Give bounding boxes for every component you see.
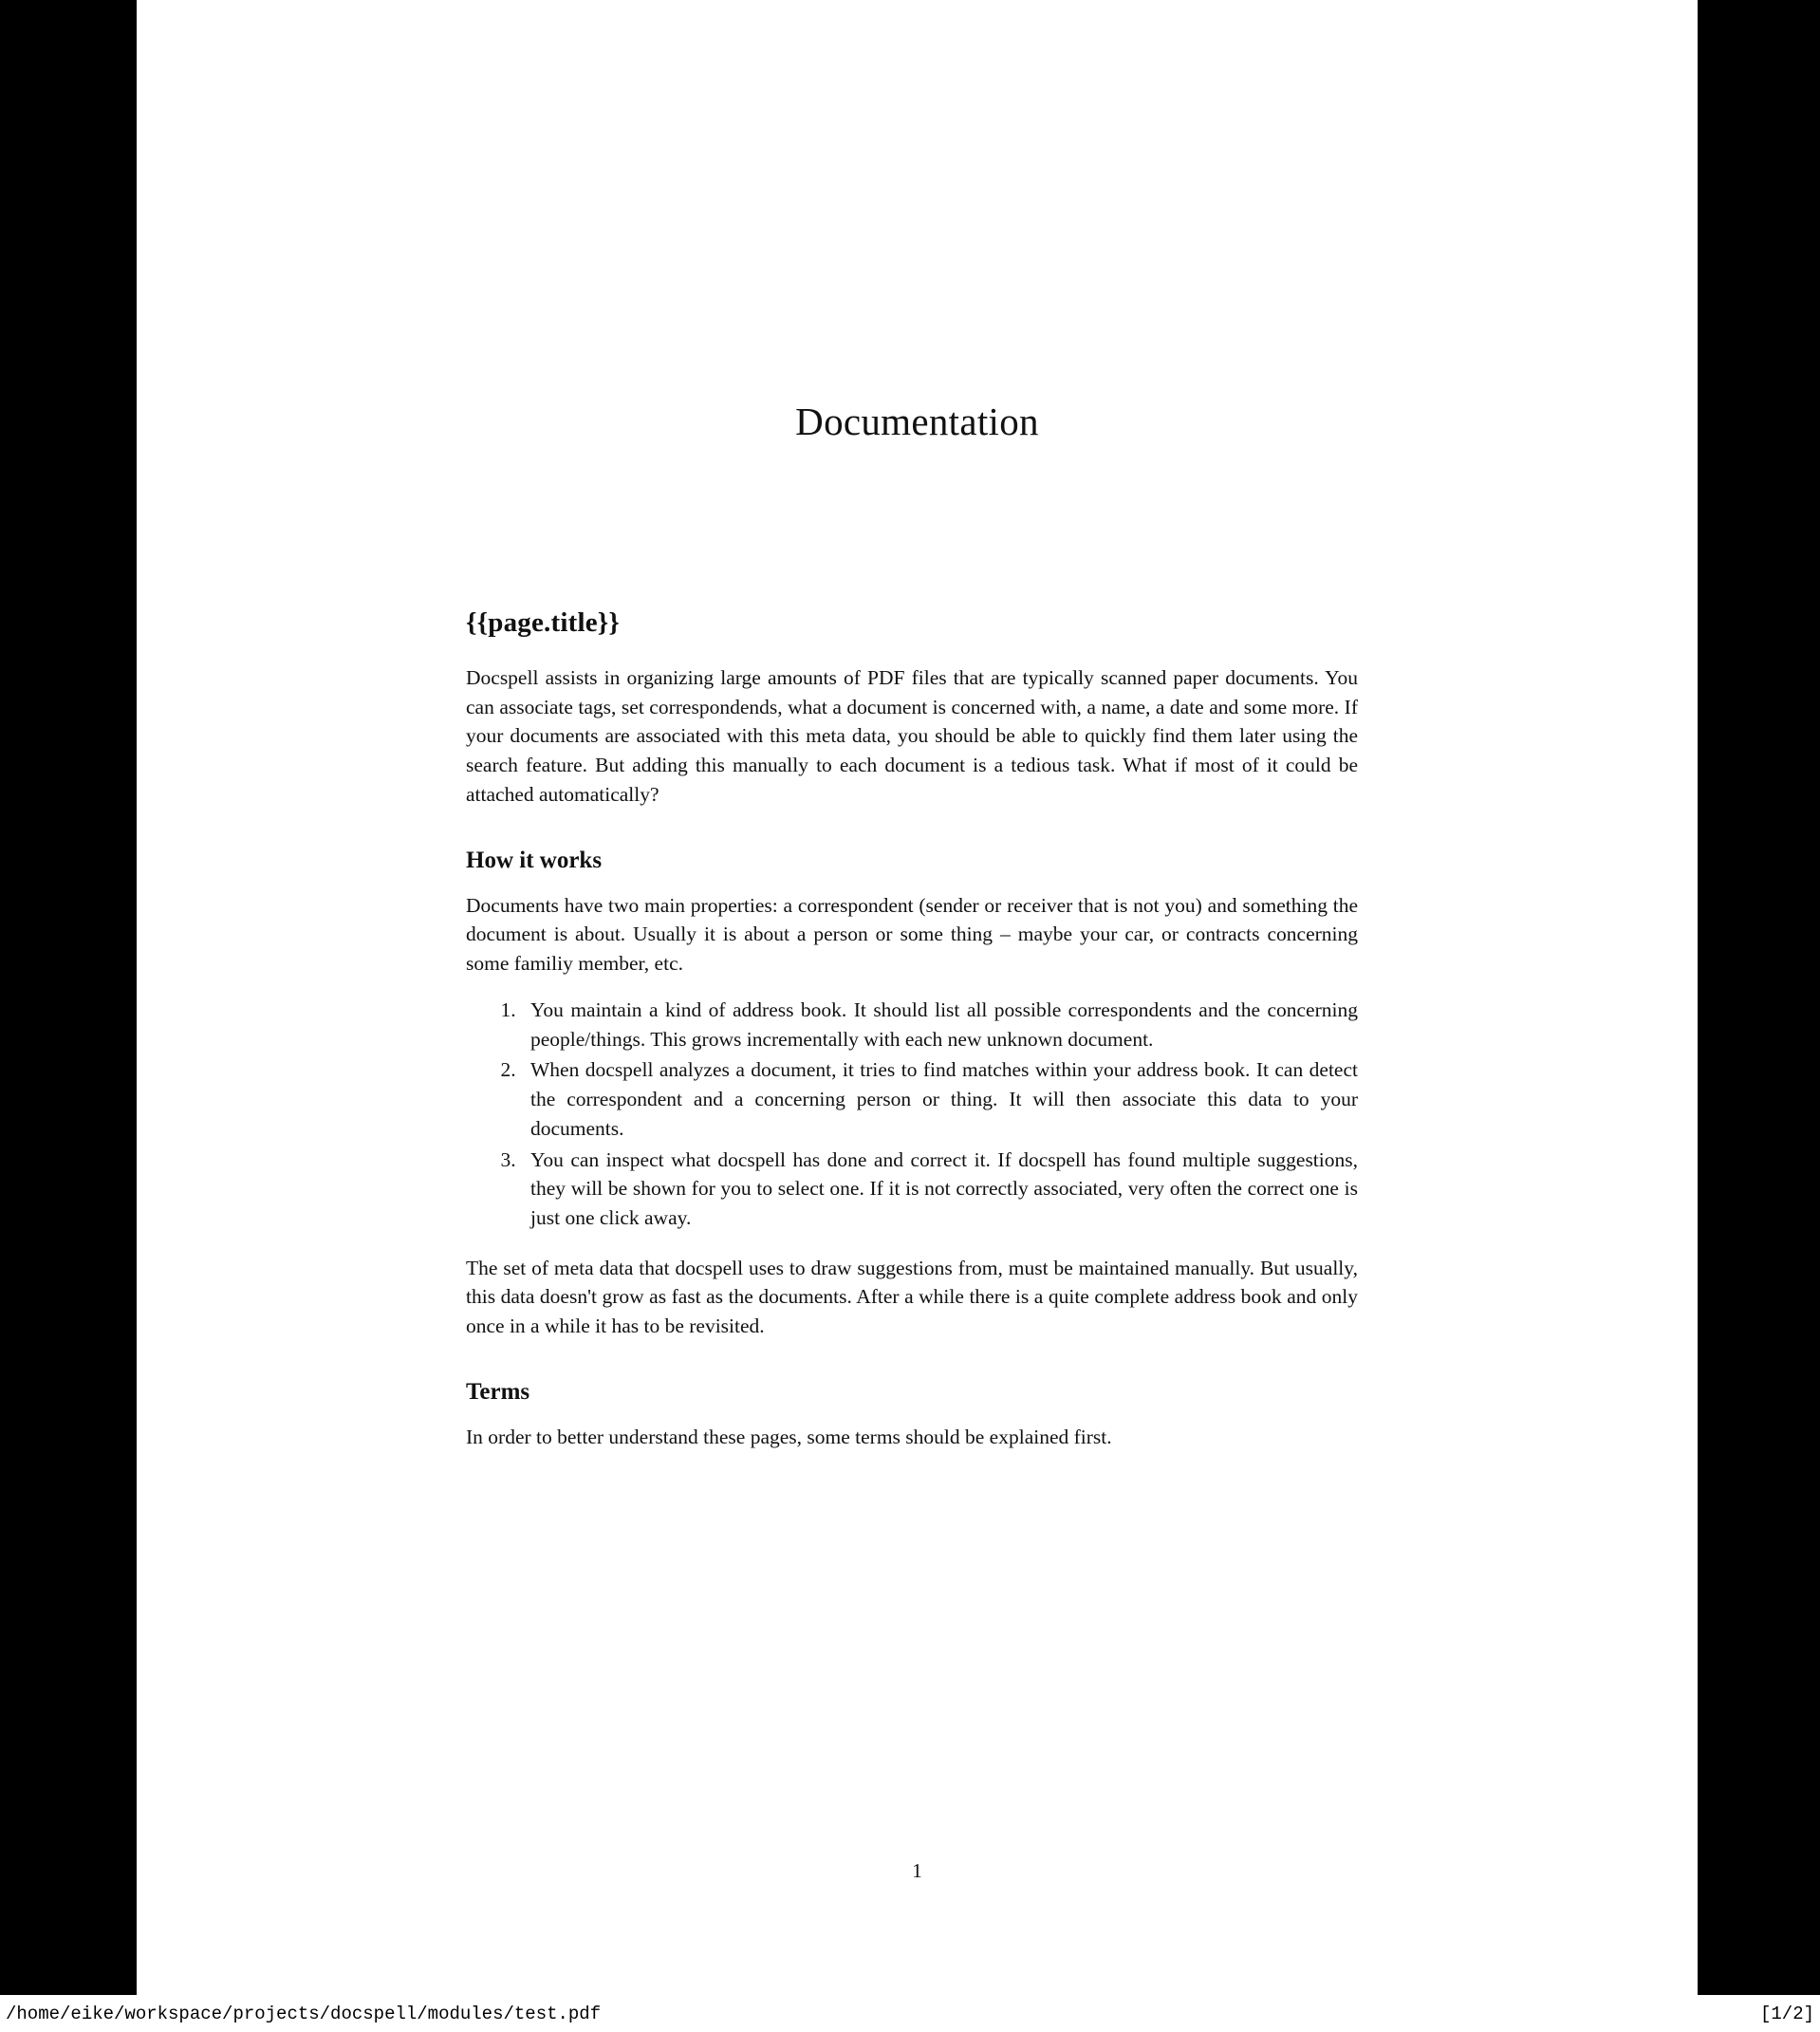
page-indicator-label: [1/2] (1759, 2003, 1814, 2024)
how-it-works-paragraph: Documents have two main properties: a correspondent (sender or receiver that is not you) and something the document is about. Usually it is about a person or some thing – maybe your car, or contracts concerning some familiy member, etc. (466, 893, 1358, 976)
document-title: Documentation (795, 400, 1039, 443)
page-number: 1 (912, 1859, 922, 1882)
file-path-label: /home/eike/workspace/projects/docspell/modules/test.pdf (6, 2003, 602, 2024)
status-bar (0, 1995, 1820, 2032)
intro-paragraph: Docspell assists in organizing large amounts of PDF files that are typically scanned paper documents. You can associate tags, set correspondends, what a document is concerned with, a name, a date and some more. If your documents are associated with this meta data, you should be able to quickly find them later using the search feature. But adding this manually to each document is a tedious task. What if most of it could be attached automatically? (466, 666, 1358, 806)
list-item: 1. You maintain a kind of address book. It should list all possible correspondents and the concerning people/things. This grows incrementally with each new unknown document. (521, 996, 1358, 1053)
list-item: 3. You can inspect what docspell has done and correct it. If docspell has found multiple suggestions, they will be shown for you to select one. If it is not correctly associated, very often the correct one is just one click away. (521, 1146, 1358, 1233)
list-item: 2. When docspell analyzes a document, it tries to find matches within your address book. It can detect the correspondent and a concerning person or thing. It will then associate this data to your documents. (521, 1055, 1358, 1143)
terms-paragraph: In order to better understand these pages, some terms should be explained first. (466, 1425, 1112, 1448)
document-body (466, 607, 1358, 1469)
pdf-page (137, 0, 1698, 1995)
page-title-heading: {{page.title}} (466, 607, 621, 638)
how-it-works-steps (466, 996, 1358, 1233)
section-heading-terms: Terms (466, 1378, 530, 1405)
how-it-works-closing-paragraph: The set of meta data that docspell uses to draw suggestions from, must be maintained manually. But usually, this data doesn't grow as fast as the documents. After a while there is a quite complete address book and only once in a while it has to be revisited. (466, 1256, 1358, 1338)
section-heading-how-it-works: How it works (466, 847, 603, 873)
